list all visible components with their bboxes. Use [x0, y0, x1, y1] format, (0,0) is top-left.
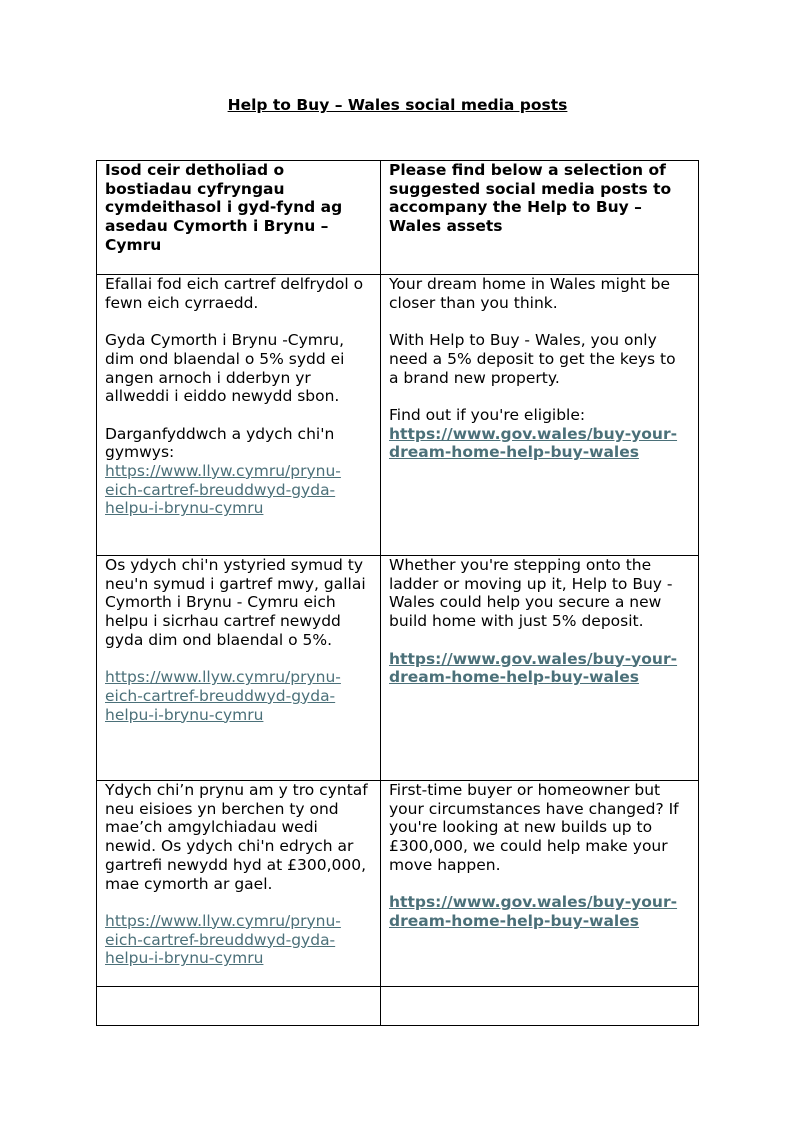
table-row	[97, 275, 699, 556]
post-text: Ydych chi’n prynu am y tro cyntaf neu eisioes yn berchen ty ond mae’ch amgylchiadau wedi newid. Os ydych chi'n edrych ar gartrefi newydd hyd at £300,000, mae cymorth ar gael.	[105, 781, 368, 893]
english-link[interactable]: https://www.gov.wales/buy-your-dream-home-help-buy-wales	[389, 649, 678, 687]
table-empty-row	[97, 987, 699, 1026]
post-text: Os ydych chi'n ystyried symud ty neu'n symud i gartref mwy, gallai Cymorth i Brynu - Cymru eich helpu i sicrhau cartref newydd gyda dim ond blaendal o 5%.	[105, 556, 366, 649]
post-text: Your dream home in Wales might be closer than you think.	[389, 275, 670, 312]
empty-cell	[97, 987, 381, 1026]
post-text: Find out if you're eligible:	[389, 405, 586, 424]
table-row	[97, 781, 699, 987]
welsh-link[interactable]: https://www.llyw.cymru/prynu-eich-cartref-breuddwyd-gyda-helpu-i-brynu-cymru	[105, 911, 341, 968]
post-text: With Help to Buy - Wales, you only need a 5% deposit to get the keys to a brand new property.	[389, 331, 676, 387]
header-english: Please find below a selection of suggested social media posts to accompany the Help to Buy – Wales assets	[381, 161, 699, 275]
post-text: Gyda Cymorth i Brynu -Cymru, dim ond blaendal o 5% sydd ei angen arnoch i dderbyn yr allweddi i eiddo newydd sbon.	[105, 331, 345, 406]
post-text: Darganfyddwch a ydych chi'n gymwys:	[105, 424, 335, 462]
post-welsh-cell	[97, 275, 381, 556]
post-text: Whether you're stepping onto the ladder or moving up it, Help to Buy - Wales could help you secure a new build home with just 5% deposit.	[389, 556, 673, 631]
post-english-cell	[381, 556, 699, 781]
empty-cell	[381, 987, 699, 1026]
table-header-row	[97, 161, 699, 275]
table-row	[97, 556, 699, 781]
english-link[interactable]: https://www.gov.wales/buy-your-dream-home-help-buy-wales	[389, 893, 678, 930]
document-title: Help to Buy – Wales social media posts	[227, 96, 568, 114]
post-text: First-time buyer or homeowner but your circumstances have changed? If you're looking at new builds up to £300,000, we could help make your move happen.	[389, 781, 679, 874]
post-welsh-cell	[97, 556, 381, 781]
welsh-link[interactable]: https://www.llyw.cymru/prynu-eich-cartref-breuddwyd-gyda-helpu-i-brynu-cymru	[105, 462, 341, 518]
english-link[interactable]: https://www.gov.wales/buy-your-dream-home-help-buy-wales	[389, 424, 678, 462]
welsh-link[interactable]: https://www.llyw.cymru/prynu-eich-cartref-breuddwyd-gyda-helpu-i-brynu-cymru	[105, 668, 341, 724]
post-text: Efallai fod eich cartref delfrydol o fewn eich cyrraedd.	[105, 275, 364, 312]
post-english-cell	[381, 781, 699, 987]
post-welsh-cell	[97, 781, 381, 987]
social-posts-table	[96, 160, 699, 1026]
post-english-cell	[381, 275, 699, 556]
header-welsh: Isod ceir detholiad o bostiadau cyfryngau cymdeithasol i gyd-fynd ag asedau Cymorth i Brynu – Cymru	[97, 161, 381, 275]
